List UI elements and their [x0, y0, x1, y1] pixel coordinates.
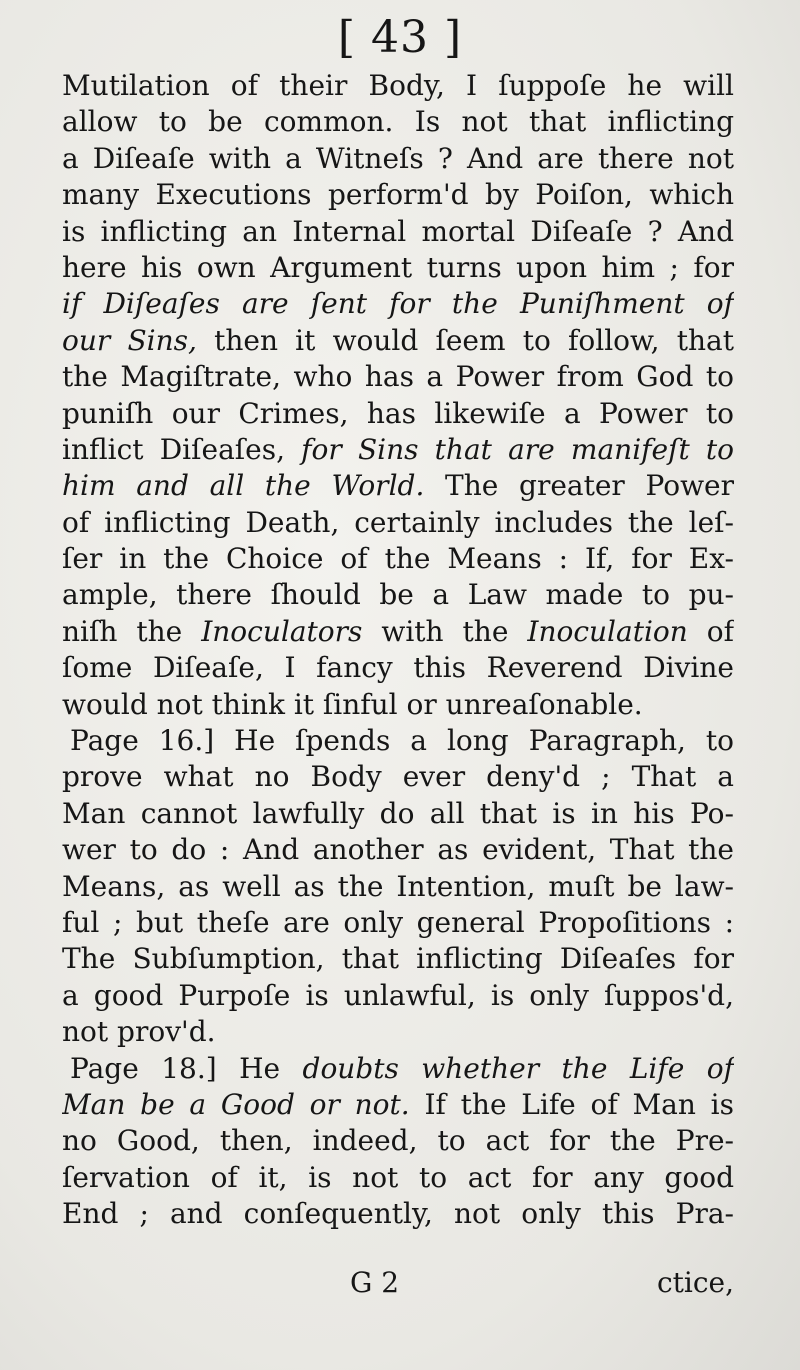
text-line — [62, 1087, 734, 1123]
text-line — [62, 832, 734, 868]
page-number: [ 43 ] — [337, 12, 463, 63]
text-line — [62, 869, 734, 905]
signature-mark: G 2 — [350, 1266, 400, 1299]
text-run: Page 18.] He — [70, 1051, 303, 1085]
text-run: with the — [362, 614, 528, 648]
text-line — [62, 505, 734, 541]
text-run: prove what no Body ever deny'd ; That a — [62, 760, 734, 794]
text-run: inflict Diſeaſes, — [62, 432, 302, 466]
text-line — [62, 687, 734, 723]
text-line — [62, 286, 734, 322]
text-line — [62, 723, 734, 759]
text-line — [62, 759, 734, 795]
text-run: here his own Argument turns upon him ; for — [62, 250, 734, 284]
italic-text: him and all the World. — [62, 469, 425, 503]
text-run: wer to do : And another as evident, That the — [62, 833, 734, 867]
text-run: niſh the — [62, 614, 202, 648]
text-line — [62, 396, 734, 432]
text-run: ſer in the Choice of the Means : If, for Ex- — [62, 542, 734, 576]
text-line — [62, 323, 734, 359]
text-line — [62, 1196, 734, 1232]
text-line — [62, 978, 734, 1014]
text-line — [62, 250, 734, 286]
text-run: Mutilation of their Body, I ſuppoſe he will — [62, 69, 734, 102]
text-run: would not think it ſinful or unreaſonable. — [62, 687, 643, 721]
text-line — [62, 905, 734, 941]
text-line — [62, 650, 734, 686]
text-run: many Executions perform'd by Poiſon, which — [62, 178, 734, 212]
text-run: Page 16.] He ſpends a long Paragraph, to — [70, 724, 734, 758]
italic-text: Man be a Good or not. — [62, 1087, 410, 1121]
text-run: Man cannot lawfully do all that is in his Po- — [62, 796, 734, 830]
text-run: ſervation of it, is not to act for any good — [62, 1160, 734, 1194]
italic-text: doubts whether the Life of — [302, 1051, 734, 1085]
text-run: ample, there ſhould be a Law made to pu- — [62, 578, 734, 612]
text-line — [62, 177, 734, 213]
text-run: no Good, then, indeed, to act for the Pre- — [62, 1124, 734, 1158]
text-run: then it would ſeem to follow, that — [196, 323, 734, 357]
text-line — [62, 214, 734, 250]
italic-text: Inoculators — [201, 614, 363, 648]
text-line — [62, 541, 734, 577]
text-run: Means, as well as the Intention, muſt be law- — [62, 869, 734, 903]
catchword: ctice, — [656, 1266, 734, 1299]
text-line — [62, 796, 734, 832]
text-run: The Subſumption, that inflicting Diſeaſes for — [62, 942, 734, 976]
page-footer — [62, 1265, 734, 1301]
text-line — [62, 68, 734, 104]
body-text — [62, 68, 734, 1233]
text-line — [62, 432, 734, 468]
text-run: is inflicting an Internal mortal Diſeaſe ? And — [62, 214, 734, 248]
text-run: The greater Power — [424, 469, 734, 503]
text-line — [62, 577, 734, 613]
text-line — [62, 941, 734, 977]
text-run: If the Life of Man is — [409, 1087, 734, 1121]
italic-text: for Sins that are manifeſt to — [301, 432, 734, 466]
text-run: of — [687, 614, 734, 648]
text-line — [62, 1051, 734, 1087]
text-line — [62, 141, 734, 177]
text-run: a good Purpoſe is unlawful, is only ſuppos'd, — [62, 978, 734, 1012]
text-line — [62, 359, 734, 395]
italic-text: our Sins, — [62, 323, 197, 357]
text-line — [62, 468, 734, 504]
text-run: ful ; but theſe are only general Propoſitions : — [62, 905, 734, 939]
text-line — [62, 614, 734, 650]
text-line — [62, 1123, 734, 1159]
text-line — [62, 1160, 734, 1196]
text-run: End ; and conſequently, not only this Pra- — [62, 1197, 734, 1231]
text-run: the Magiſtrate, who has a Power from God to — [62, 360, 734, 394]
text-line — [62, 104, 734, 140]
text-run: puniſh our Crimes, has likewiſe a Power to — [62, 396, 734, 430]
text-line — [62, 1014, 734, 1050]
italic-text: Inoculation — [527, 614, 688, 648]
text-run: a Diſeaſe with a Witneſs ? And are there not — [62, 141, 734, 175]
text-run: allow to be common. Is not that inflicting — [62, 105, 734, 139]
text-run: not prov'd. — [62, 1015, 216, 1049]
text-run: of inflicting Death, certainly includes the leſ- — [62, 505, 734, 539]
text-run: ſome Diſeaſe, I fancy this Reverend Divine — [62, 651, 734, 685]
italic-text: if Diſeaſes are ſent for the Puniſhment of — [62, 287, 734, 321]
